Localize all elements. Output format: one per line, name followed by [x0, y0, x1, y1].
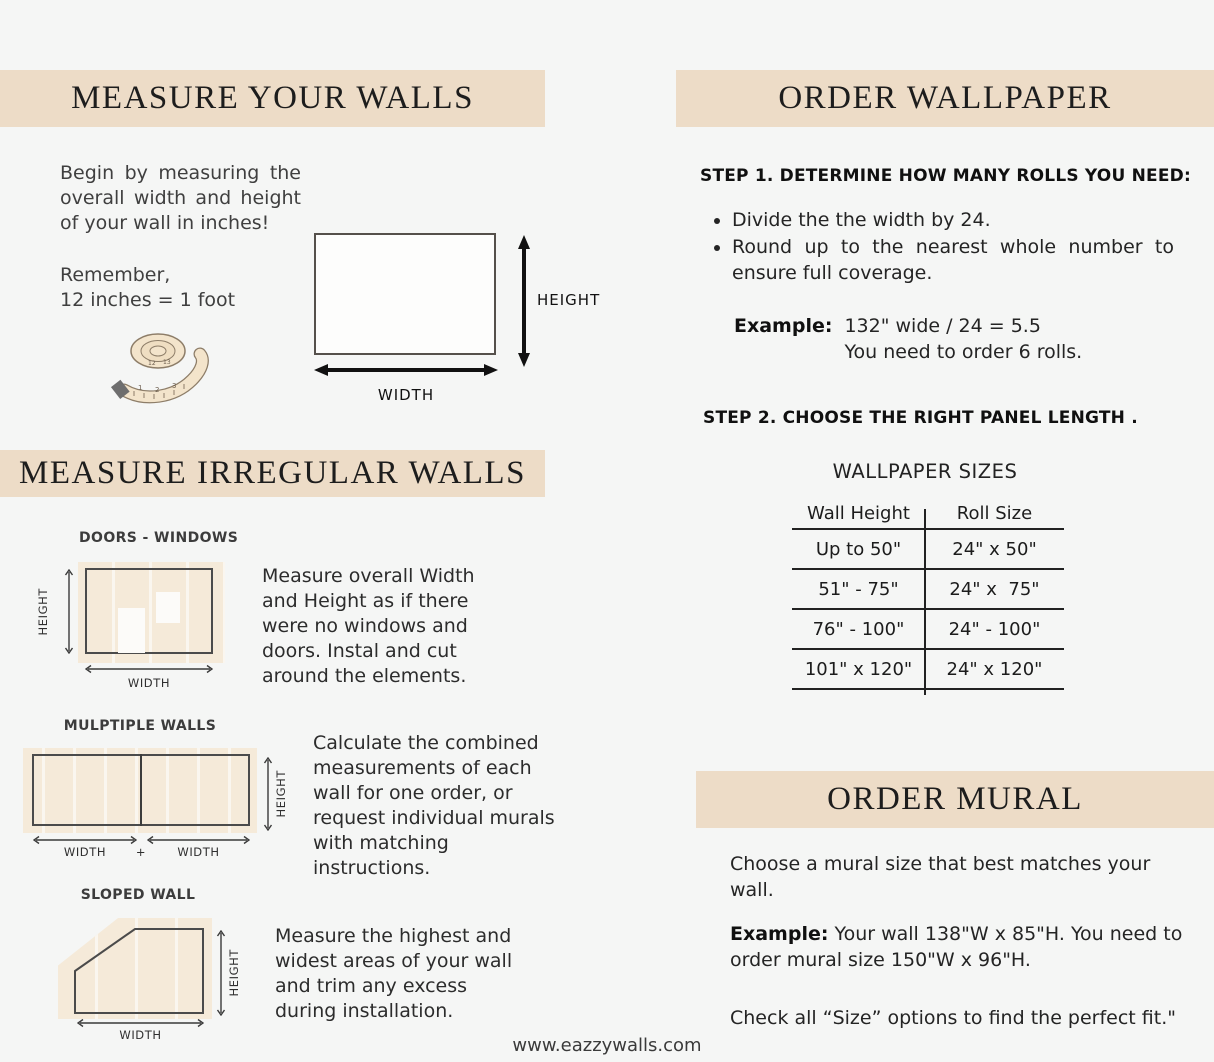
multiple-walls-divider — [140, 754, 142, 826]
svg-text:3: 3 — [172, 382, 177, 390]
multiple-width-label-1: WIDTH — [63, 845, 107, 859]
table-cell: 24" x 50" — [952, 538, 1037, 560]
measure-irregular-title: MEASURE IRREGULAR WALLS — [19, 455, 526, 491]
doors-height-label: HEIGHT — [36, 587, 50, 636]
bullet-item: • Round up to the nearest whole number to ensure full coverage. — [732, 234, 1174, 286]
step1-bullets — [714, 207, 1174, 287]
multiple-height-arrow — [263, 757, 273, 831]
step1-heading: STEP 1. DETERMINE HOW MANY ROLLS YOU NEED: — [700, 166, 1191, 186]
mural-example-text: Your wall 138"W x 85"H. You need to order mural size 150"W x 96"H. — [730, 923, 1183, 971]
multiple-width-arrow-left — [33, 835, 137, 845]
table-cell: 76" - 100" — [812, 618, 905, 640]
multiple-width-arrow-right — [147, 835, 250, 845]
measure-walls-banner — [0, 70, 545, 127]
mural-example-label: Example: — [730, 923, 829, 945]
width-arrow — [314, 362, 498, 378]
order-mural-banner — [696, 771, 1214, 828]
bullet-item: • Divide the the width by 24. — [732, 207, 1174, 233]
wall-outline — [314, 233, 496, 355]
wallpaper-sizes-title: WALLPAPER SIZES — [832, 460, 1018, 483]
doors-windows-outline — [85, 568, 213, 654]
mural-intro: Choose a mural size that best matches your wall. — [730, 853, 1151, 901]
sloped-wall-outline — [74, 928, 204, 1014]
table-column-divider — [924, 509, 926, 695]
svg-text:2: 2 — [155, 386, 160, 394]
remember-line1: Remember, — [60, 264, 171, 286]
table-row — [792, 570, 1064, 610]
table-cell: 51" - 75" — [818, 578, 899, 600]
multiple-width-label-2: WIDTH — [177, 845, 220, 859]
table-cell: 24" x 75" — [949, 578, 1040, 600]
multiple-walls-label: MULPTIPLE WALLS — [63, 718, 217, 734]
order-mural-title: ORDER MURAL — [827, 781, 1083, 817]
window-shape — [156, 592, 180, 623]
step1-example — [734, 313, 1082, 365]
table-cell: 24" x 120" — [946, 658, 1043, 680]
table-row — [792, 650, 1064, 690]
mural-size-note: Check all “Size” options to find the perfect fit." — [730, 1007, 1176, 1029]
height-arrow — [516, 235, 532, 367]
height-label: HEIGHT — [537, 291, 601, 309]
table-header-row — [792, 499, 1064, 530]
example-line2: You need to order 6 rolls. — [844, 341, 1083, 363]
sloped-width-arrow — [77, 1018, 204, 1028]
step2-heading: STEP 2. CHOOSE THE RIGHT PANEL LENGTH . — [703, 408, 1138, 428]
remember-line2: 12 inches = 1 foot — [60, 289, 236, 311]
table-header-wall-height: Wall Height — [807, 503, 910, 524]
table-header-roll-size: Roll Size — [956, 503, 1033, 524]
doors-height-arrow — [64, 569, 74, 654]
tape-measure-icon — [108, 327, 220, 407]
example-lines — [844, 313, 1082, 365]
table-cell: Up to 50" — [815, 538, 902, 560]
svg-text:1: 1 — [138, 384, 143, 392]
mural-example — [730, 921, 1192, 973]
table-cell: 101" x 120" — [804, 658, 913, 680]
order-wallpaper-banner — [676, 70, 1214, 127]
measure-walls-intro: Begin by measuring the overall width and height of your wall in inches! — [60, 162, 301, 234]
remember-note — [60, 263, 235, 313]
sloped-wall-text: Measure the highest and widest areas of your wall and trim any excess during installation. — [275, 925, 513, 1022]
wallpaper-sizes-table — [792, 499, 1064, 690]
sloped-wall-label: SLOPED WALL — [80, 887, 196, 903]
order-wallpaper-title: ORDER WALLPAPER — [778, 80, 1112, 116]
website-url: www.eazzywalls.com — [512, 1035, 702, 1056]
example-label: Example: — [734, 315, 833, 337]
multiple-walls-text: Calculate the combined measurements of each wall for one order, or request individual murals with matching instructions. — [313, 732, 555, 879]
width-label: WIDTH — [377, 386, 435, 404]
measure-irregular-banner — [0, 450, 545, 497]
table-row — [792, 530, 1064, 570]
sloped-height-arrow — [216, 930, 226, 1016]
doors-width-label: WIDTH — [127, 676, 171, 690]
sloped-height-label: HEIGHT — [227, 949, 241, 997]
svg-text:13: 13 — [163, 359, 171, 366]
multiple-plus-label: + — [135, 845, 147, 859]
table-cell: 24" - 100" — [948, 618, 1041, 640]
doors-windows-text: Measure overall Width and Height as if there were no windows and doors. Instal and cut around the elements. — [262, 565, 475, 687]
table-row — [792, 610, 1064, 650]
example-line1: 132" wide / 24 = 5.5 — [844, 315, 1041, 337]
sloped-width-label: WIDTH — [119, 1028, 162, 1042]
measure-walls-title: MEASURE YOUR WALLS — [71, 80, 474, 116]
doors-windows-label: DOORS - WINDOWS — [79, 530, 239, 546]
svg-text:12: 12 — [148, 360, 156, 367]
door-shape — [118, 608, 145, 653]
multiple-height-label: HEIGHT — [274, 770, 288, 818]
doors-width-arrow — [85, 664, 213, 674]
